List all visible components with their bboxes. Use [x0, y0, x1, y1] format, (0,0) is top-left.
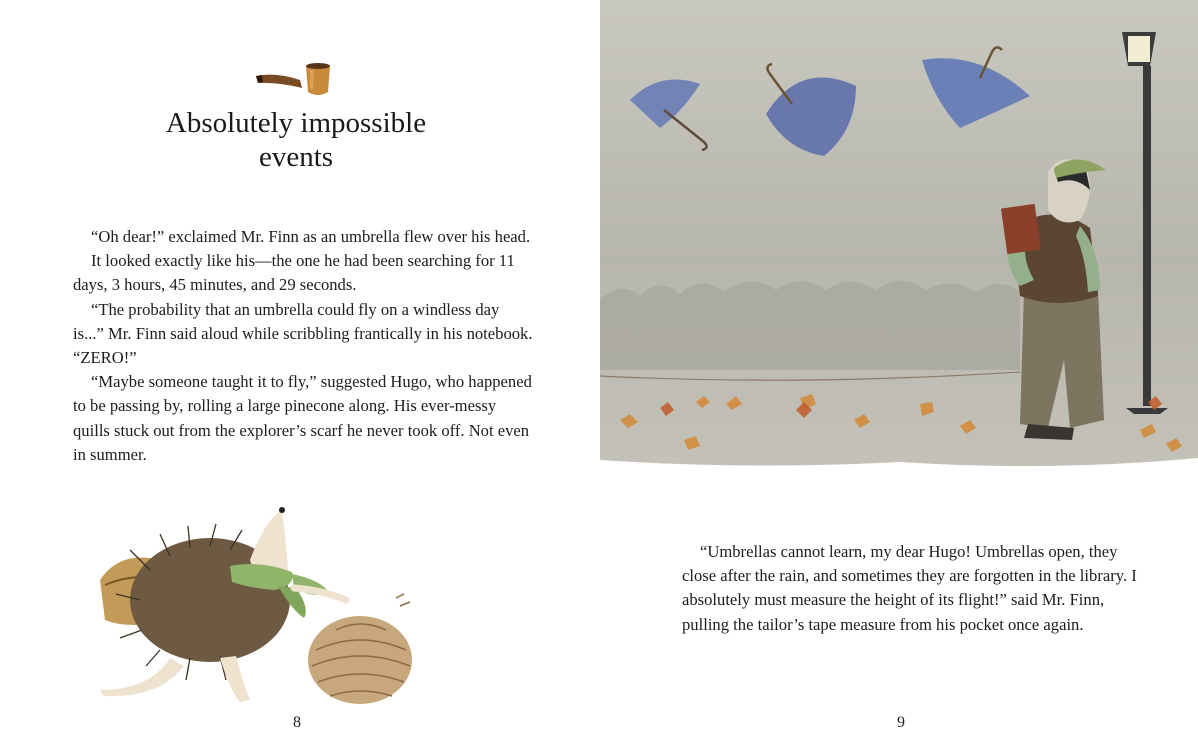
left-body-text — [73, 225, 533, 467]
title-line-1: Absolutely impossible — [165, 107, 427, 139]
page-number: 9 — [897, 714, 905, 731]
paragraph: “Oh dear!” exclaimed Mr. Finn as an umbrella flew over his head. — [91, 227, 531, 246]
right-page — [600, 0, 1198, 753]
paragraph: It looked exactly like his—the one he had been searching for 11 days, 3 hours, 45 minutes, and 29 seconds. — [73, 251, 515, 295]
hedgehog-illustration — [60, 490, 440, 720]
pipe-icon — [252, 58, 336, 100]
street-scene-illustration — [600, 0, 1198, 470]
right-body-text — [682, 540, 1142, 637]
paragraph: “Umbrellas cannot learn, my dear Hugo! Umbrellas open, they close after the rain, and sometimes they are forgotten in the library. I absolutely must measure the height of its flight!” said Mr. Finn, pulling the tailor’s tape measure from his pocket once again. — [682, 542, 1137, 634]
paragraph: “The probability that an umbrella could fly on a windless day is...” Mr. Finn said aloud while scribbling frantically in his notebook. “ZERO!” — [73, 299, 533, 368]
title-line-2: events — [258, 141, 334, 173]
chapter-title — [120, 106, 472, 174]
paragraph: “Maybe someone taught it to fly,” suggested Hugo, who happened to be passing by, rolling a large pinecone along. His ever-messy quills stuck out from the explorer’s scarf he never took off. Not even in summer. — [73, 372, 532, 464]
page-number: 8 — [293, 714, 301, 731]
